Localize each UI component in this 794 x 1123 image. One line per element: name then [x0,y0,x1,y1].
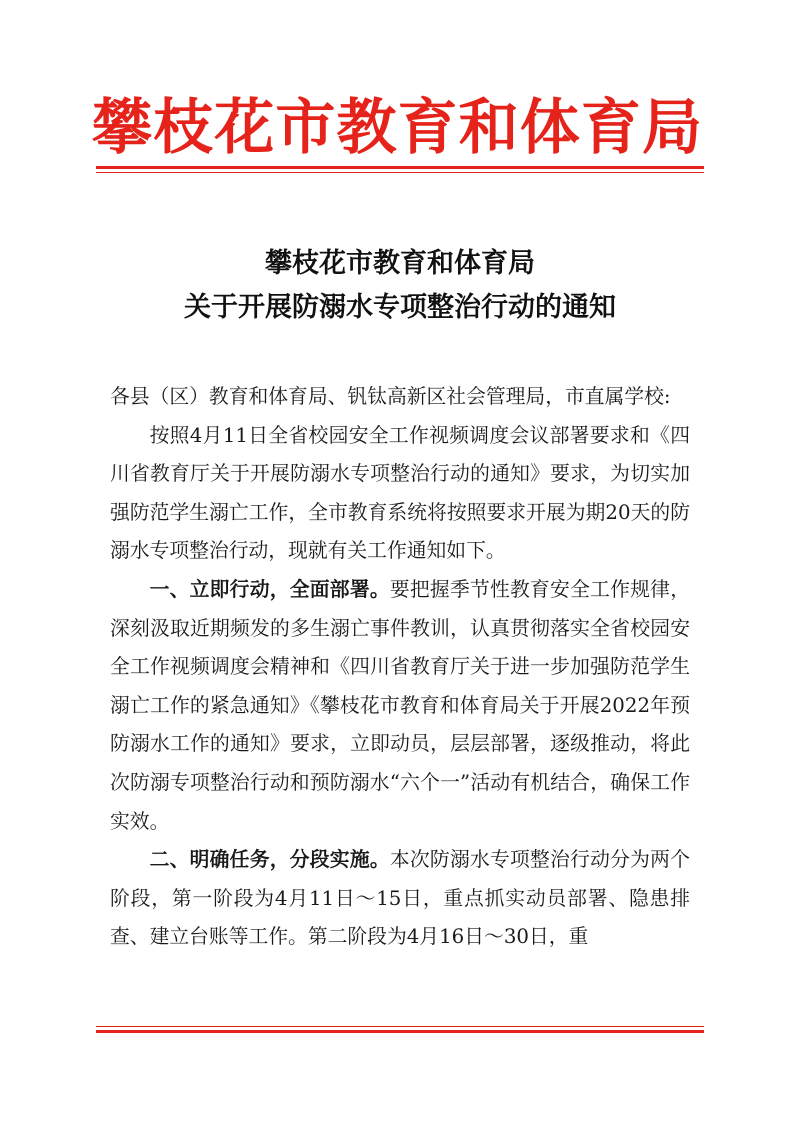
letterhead-rule-thick [96,166,704,169]
section-1-paragraph [110,571,690,841]
footer-rule-thin [96,1026,704,1027]
section-1-heading: 一、立即行动，全面部署。 [149,577,390,601]
footer-rule-thick [96,1030,704,1033]
intro-paragraph: 按照4月11日全省校园安全工作视频调度会议部署要求和《四川省教育厅关于开展防溺水专项整治行动的通知》要求，为切实加强防范学生溺亡工作，全市教育系统将按照要求开展为期20天的防溺水专项整治行动，现就有关工作通知如下。 [110,423,690,563]
document-title-line2: 关于开展防溺水专项整治行动的通知 [184,292,616,323]
document-body [110,378,690,957]
section-1-text: 要把握季节性教育安全工作规律，深刻汲取近期频发的多生溺亡事件教训，认真贯彻落实全省校园安全工作视频调度会精神和《四川省教育厅关于进一步加强防范学生溺亡工作的紧急通知》《攀枝花市教育和体育局关于开展2022年预防溺水工作的通知》要求，立即动员，层层部署，逐级推动，将此次防溺专项整治行动和预防溺水“六个一”活动有机结合，确保工作实效。 [110,577,690,833]
letterhead-rule-thin [96,172,704,173]
salutation: 各县（区）教育和体育局、钒钛高新区社会管理局，市直属学校: [110,385,671,408]
section-2-text: 本次防溺水专项整治行动分为两个阶段，第一阶段为4月11日～15日，重点抓实动员部署、隐患排查、建立台账等工作。第二阶段为4月16日～30日，重 [110,848,690,949]
section-2-paragraph [110,841,690,957]
section-2-heading: 二、明确任务，分段实施。 [149,848,390,872]
letterhead-org-name: 攀枝花市教育和体育局 [92,93,702,163]
document-title-line1: 攀枝花市教育和体育局 [265,248,535,279]
